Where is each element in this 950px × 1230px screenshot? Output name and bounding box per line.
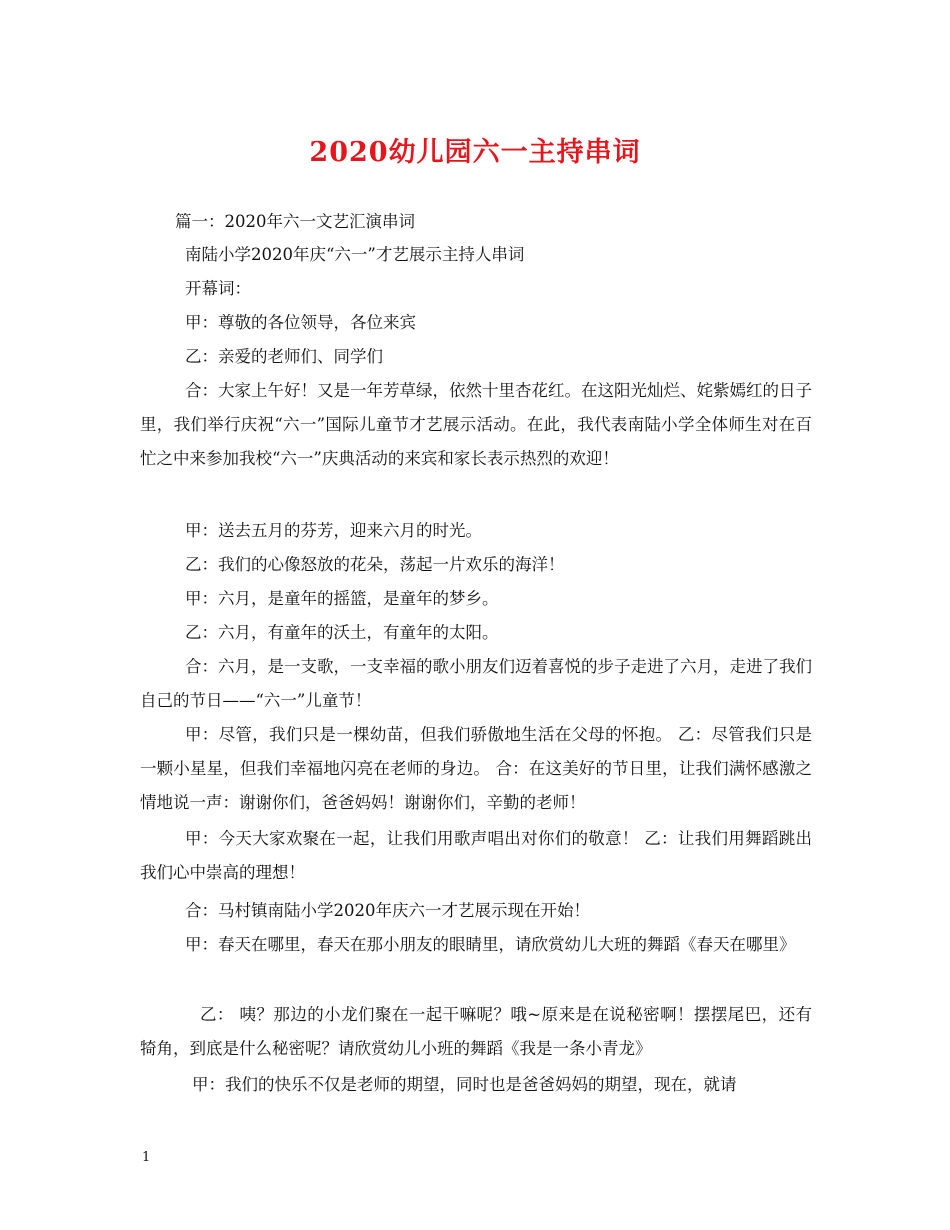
paragraph: 乙：六月，有童年的沃土，有童年的太阳。 (185, 623, 499, 642)
paragraph: 甲：尽管，我们只是一棵幼苗，但我们骄傲地生活在父母的怀抱。 乙：尽管我们只是一颗小星星，但我们幸福地闪亮在老师的身边。 合：在这美好的节日里，让我们满怀感激之情地说一声：谢谢你们，爸爸妈妈！谢谢你们，辛勤的老师！ (140, 725, 812, 812)
paragraph: 甲：今天大家欢聚在一起，让我们用歌声唱出对你们的敬意！ 乙：让我们用舞蹈跳出我们心中崇高的理想！ (140, 829, 812, 882)
paragraph: 篇一：2020年六一文艺汇演串词 (175, 212, 415, 231)
page-number: 1 (142, 1150, 151, 1165)
paragraph: 南陆小学2020年庆“六一”才艺展示主持人串词 (185, 245, 525, 264)
paragraph: 乙：亲爱的老师们、同学们 (185, 347, 383, 366)
paragraph: 甲：我们的快乐不仅是老师的期望，同时也是爸爸妈妈的期望，现在，就请 (192, 1075, 737, 1094)
paragraph: 乙：我们的心像怒放的花朵，荡起一片欢乐的海洋！ (185, 555, 565, 574)
paragraph: 合：六月，是一支歌，一支幸福的歌小朋友们迈着喜悦的步子走进了六月，走进了我们自己的节日——“六一”儿童节！ (140, 657, 812, 710)
paragraph: 合：大家上午好！又是一年芳草绿，依然十里杏花红。在这阳光灿烂、姹紫嫣红的日子里，我们举行庆祝“六一”国际儿童节才艺展示活动。在此，我代表南陆小学全体师生对在百忙之中来参加我校“六一”庆典活动的来宾和家长表示热烈的欢迎！ (140, 381, 812, 468)
paragraph: 甲：春天在哪里，春天在那小朋友的眼睛里，请欣赏幼儿大班的舞蹈《春天在哪里》 (185, 935, 796, 954)
paragraph: 甲：六月，是童年的摇篮，是童年的梦乡。 (185, 589, 499, 608)
paragraph: 乙： 咦？那边的小龙们聚在一起干嘛呢？哦~原来是在说秘密啊！摆摆尾巴，还有犄角，到底是什么秘密呢？请欣赏幼儿小班的舞蹈《我是一条小青龙》 (140, 1005, 812, 1058)
paragraph: 甲：尊敬的各位领导，各位来宾 (185, 313, 416, 332)
paragraph: 开幕词： (185, 279, 251, 298)
document-title: 2020幼儿园六一主持串词 (309, 137, 641, 168)
paragraph: 甲：送去五月的芬芳，迎来六月的时光。 (185, 521, 482, 540)
paragraph: 合：马村镇南陆小学2020年庆六一才艺展示现在开始！ (185, 901, 590, 920)
